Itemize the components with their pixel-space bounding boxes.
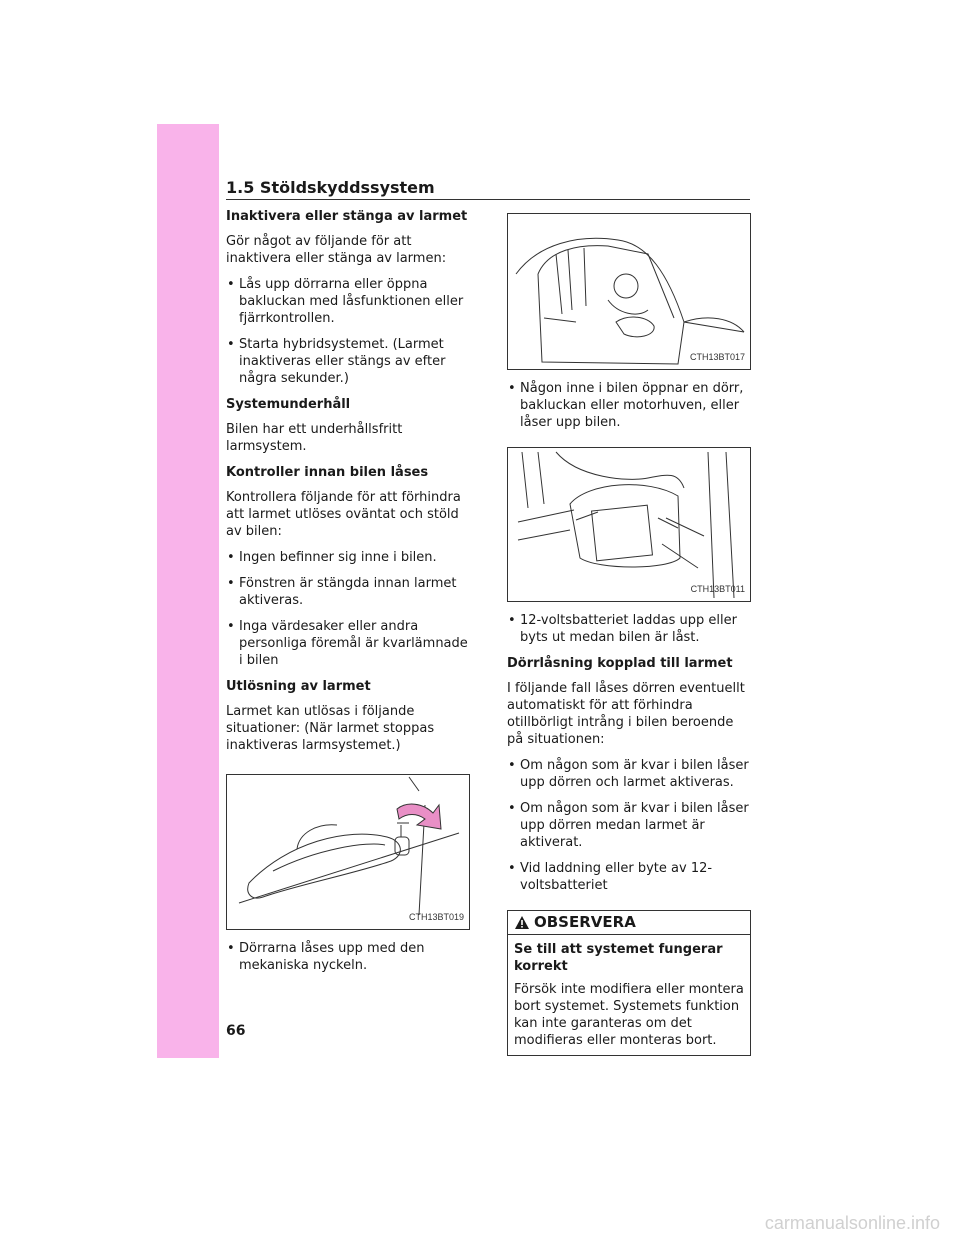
list-item: • Om någon som är kvar i bilen låser upp dörren och larmet aktiveras. xyxy=(507,757,751,791)
right-column xyxy=(507,213,751,1056)
notice-body xyxy=(508,935,750,1055)
figure-code: CTH13BT011 xyxy=(690,584,745,594)
heading-checks: Kontroller innan bilen låses xyxy=(226,465,429,480)
notice-text: Försök inte modifiera eller montera bort systemet. Systemets funktion kan inte garanteras om det modifieras eller monteras bort. xyxy=(514,982,744,1048)
heading-door-lock: Dörrlåsning kopplad till larmet xyxy=(507,656,733,671)
section-divider xyxy=(226,199,750,200)
list-item: • 12-voltsbatteriet laddas upp eller byts ut medan bilen är låst. xyxy=(507,612,751,646)
page-number: 66 xyxy=(226,1023,246,1039)
figure-code: CTH13BT019 xyxy=(408,912,464,922)
notice-box xyxy=(507,910,751,1056)
notice-header xyxy=(508,911,750,935)
list-item: • Starta hybridsystemet. (Larmet inaktiveras eller stängs av efter några sekunder.) xyxy=(226,336,470,387)
paragraph: I följande fall låses dörren eventuellt automatiskt för att förhindra otillbörligt intrång i bilen beroende på situationen: xyxy=(507,681,745,747)
warning-icon xyxy=(514,915,530,930)
heading-trigger: Utlösning av larmet xyxy=(226,679,371,694)
figure-code: CTH13BT017 xyxy=(689,352,745,362)
door-handle-illustration xyxy=(226,774,470,930)
list-item: • Fönstren är stängda innan larmet aktiveras. xyxy=(226,575,470,609)
door-handle-drawing xyxy=(227,775,469,929)
left-column xyxy=(226,208,470,983)
list-item: • Någon inne i bilen öppnar en dörr, bakluckan eller motorhuven, eller låser upp bilen. xyxy=(507,380,751,431)
chapter-sidebar-tab xyxy=(157,124,219,1058)
heading-maintenance: Systemunderhåll xyxy=(226,397,351,412)
heading-deactivate: Inaktivera eller stänga av larmet xyxy=(226,209,468,224)
list-item: • Lås upp dörrarna eller öppna bakluckan med låsfunktionen eller fjärrkontrollen. xyxy=(226,276,470,327)
paragraph: Gör något av följande för att inaktivera eller stänga av larmen: xyxy=(226,234,447,266)
list-item: • Ingen befinner sig inne i bilen. xyxy=(226,549,470,566)
paragraph: Kontrollera följande för att förhindra att larmet utlöses oväntat och stöld av bilen: xyxy=(226,490,461,539)
battery-drawing xyxy=(508,448,750,601)
paragraph: Bilen har ett underhållsfritt larmsystem. xyxy=(226,422,403,454)
list-item: • Vid laddning eller byte av 12-voltsbatteriet xyxy=(507,860,751,894)
paragraph: Larmet kan utlösas i följande situationer: (När larmet stoppas inaktiveras larmsystemet.) xyxy=(226,704,435,753)
car-door-drawing xyxy=(508,214,750,369)
list-item: • Inga värdesaker eller andra personliga föremål är kvarlämnade i bilen xyxy=(226,618,470,669)
car-door-illustration xyxy=(507,213,751,370)
notice-heading: Se till att systemet fungerar korrekt xyxy=(514,942,723,974)
battery-illustration xyxy=(507,447,751,602)
watermark: carmanualsonline.info xyxy=(764,1213,940,1233)
section-title: 1.5 Stöldskyddssystem xyxy=(226,178,435,197)
notice-title: OBSERVERA xyxy=(534,913,636,931)
list-item: • Dörrarna låses upp med den mekaniska nyckeln. xyxy=(226,940,470,974)
list-item: • Om någon som är kvar i bilen låser upp dörren medan larmet är aktiverat. xyxy=(507,800,751,851)
